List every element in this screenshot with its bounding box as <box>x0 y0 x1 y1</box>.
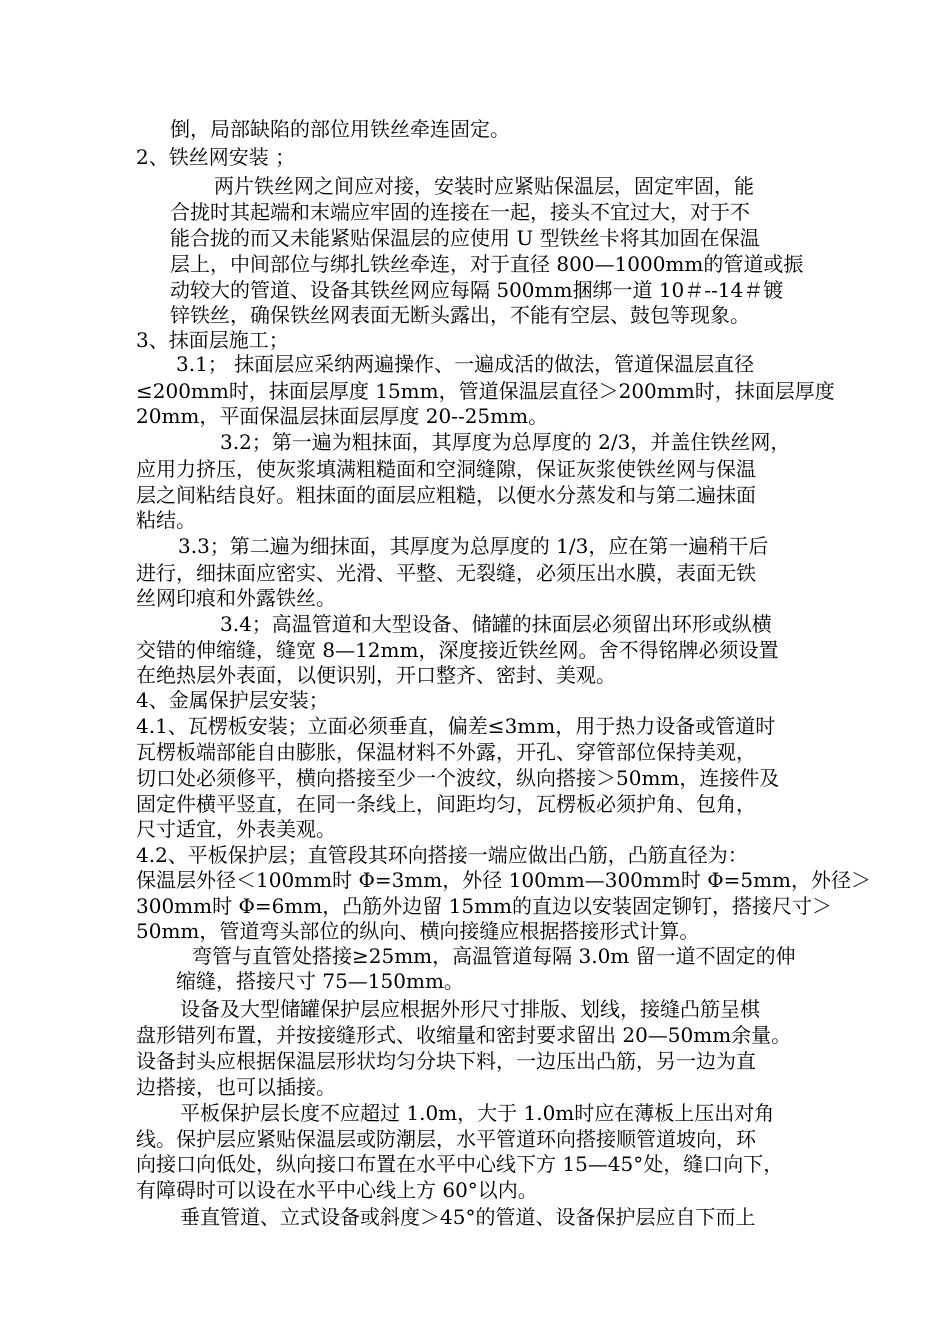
text-line: 设备封头应根据保温层形状均匀分块下料，一边压出凸筋，另一边为直 <box>136 1049 756 1073</box>
text-line: 设备及大型储罐保护层应根据外形尺寸排版、划线，接缝凸筋呈棋 <box>180 997 760 1021</box>
text-line: 动较大的管道、设备其铁丝网应每隔 500mm捆绑一道 10＃--14＃镀 <box>170 278 784 302</box>
text-line: 丝网印痕和外露铁丝。 <box>136 586 336 610</box>
text-line: 3.1； 抹面层应采纳两遍操作、一遍成活的做法，管道保温层直径 <box>176 352 755 376</box>
section-heading: 4、金属保护层安装； <box>136 688 329 712</box>
section-heading: 2、铁丝网安装 ； <box>136 145 296 169</box>
text-line: 缩缝，搭接尺寸 75—150mm。 <box>176 969 464 993</box>
text-line: 3.2；第一遍为粗抹面，其厚度为总厚度的 2/3，并盖住铁丝网， <box>220 430 791 454</box>
text-line: 两片铁丝网之间应对接，安装时应紧贴保温层，固定牢固，能 <box>214 174 754 198</box>
text-line: 层上，中间部位与绑扎铁丝牵连，对于直径 800—1000mm的管道或振 <box>170 252 804 276</box>
text-line: 4.1、瓦楞板安装；立面必须垂直，偏差≤3mm，用于热力设备或管道时 <box>136 714 776 738</box>
text-line: 瓦楞板端部能自由膨胀，保温材料不外露，开孔、穿管部位保持美观， <box>136 740 756 764</box>
text-line: 4.2、平板保护层；直管段其环向搭接一端应做出凸筋，凸筋直径为： <box>136 843 748 867</box>
text-line: 尺寸适宜，外表美观。 <box>136 817 336 841</box>
text-line: 应用力挤压，使灰浆填满粗糙面和空洞缝隙，保证灰浆使铁丝网与保温 <box>136 457 756 481</box>
text-line: 倒，局部缺陷的部位用铁丝牵连固定。 <box>170 117 510 141</box>
text-line: 3.3；第二遍为细抹面，其厚度为总厚度的 1/3，应在第一遍稍干后 <box>178 534 769 558</box>
text-line: 盘形错列布置，并按接缝形式、收缩量和密封要求留出 20—50mm余量。 <box>136 1023 792 1047</box>
text-line: 合拢时其起端和末端应牢固的连接在一起，接头不宜过大，对于不 <box>170 200 750 224</box>
text-line: 边搭接，也可以插接。 <box>136 1075 336 1099</box>
text-line: 进行，细抹面应密实、光滑、平整、无裂缝，必须压出水膜，表面无铁 <box>136 561 756 585</box>
text-line: 层之间粘结良好。粗抹面的面层应粗糙，以便水分蒸发和与第二遍抹面 <box>136 483 756 507</box>
text-line: 向接口向低处，纵向接口布置在水平中心线下方 15—45°处，缝口向下， <box>136 1152 784 1176</box>
text-line: 切口处必须修平，横向搭接至少一个波纹，纵向搭接＞50mm，连接件及 <box>136 766 780 790</box>
section-heading: 3、抹面层施工； <box>136 328 289 352</box>
text-line: 在绝热层外表面，以便识别，开口整齐、密封、美观。 <box>136 663 616 687</box>
text-line: 保温层外径＜100mm时 Φ=3mm，外径 100mm—300mm时 Φ=5mm，外径＞ <box>136 868 871 892</box>
text-line: 线。保护层应紧贴保温层或防潮层，水平管道环向搭接顺管道坡向，环 <box>136 1127 756 1151</box>
text-line: 300mm时 Φ=6mm，凸筋外边留 15mm的直边以安装固定铆钉，搭接尺寸＞ <box>136 894 833 918</box>
text-line: 能合拢的而又未能紧贴保温层的应使用 U 型铁丝卡将其加固在保温 <box>170 226 760 250</box>
text-line: 50mm，管道弯头部位的纵向、横向接缝应根据搭接形式计算。 <box>136 919 700 943</box>
text-line: 有障碍时可以设在水平中心线上方 60°以内。 <box>136 1178 538 1202</box>
text-line: 20mm，平面保温层抹面层厚度 20--25mm。 <box>136 404 549 428</box>
text-line: 粘结。 <box>136 508 196 532</box>
text-line: 平板保护层长度不应超过 1.0m，大于 1.0m时应在薄板上压出对角 <box>180 1101 775 1125</box>
text-line: 3.4；高温管道和大型设备、储罐的抹面层必须留出环形或纵横 <box>220 612 772 636</box>
text-line: 垂直管道、立式设备或斜度＞45°的管道、设备保护层应自下而上 <box>180 1205 756 1229</box>
text-line: 锌铁丝，确保铁丝网表面无断头露出，不能有空层、鼓包等现象。 <box>170 303 750 327</box>
text-line: 弯管与直管处搭接≥25mm，高温管道每隔 3.0m 留一道不固定的伸 <box>192 944 796 968</box>
text-line: 交错的伸缩缝，缝宽 8—12mm，深度接近铁丝网。舍不得铭牌必须设置 <box>136 638 779 662</box>
text-line: ≤200mm时，抹面层厚度 15mm，管道保温层直径＞200mm时，抹面层厚度 <box>136 379 835 403</box>
text-line: 固定件横平竖直，在同一条线上，间距均匀，瓦楞板必须护角、包角， <box>136 792 756 816</box>
